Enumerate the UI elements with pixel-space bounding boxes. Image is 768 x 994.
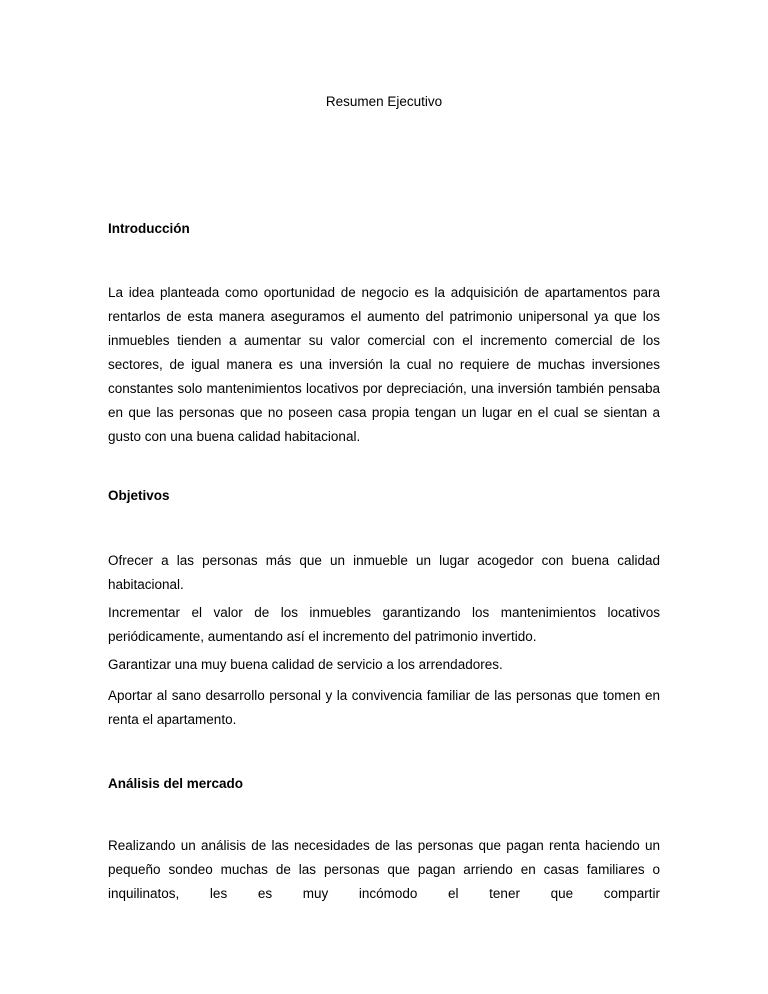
objetivo-item-2: Incrementar el valor de los inmuebles garantizando los mantenimientos locativos periódicamente, aumentando así el incremento del patrimonio invertido. xyxy=(108,605,660,644)
paragraph-introduccion: La idea planteada como oportunidad de negocio es la adquisición de apartamentos para rentarlos de esta manera aseguramos el aumento del patrimonio unipersonal ya que los inmuebles tienden a aumentar su valor comercial con el incremento comercial de los sectores, de igual manera es una inversión la cual no requiere de muchas inversiones constantes solo mantenimientos locativos por depreciación, una inversión también pensaba en que las personas que no poseen casa propia tengan un lugar en el cual se sientan a gusto con una buena calidad habitacional. xyxy=(108,285,660,444)
paragraph-analisis-mercado: Realizando un análisis de las necesidades de las personas que pagan renta haciendo un pequeño sondeo muchas de las personas que pagan arriendo en casas familiares o inquilinatos, les es muy incómodo el tener que compartir xyxy=(108,838,660,901)
heading-introduccion: Introducción xyxy=(108,221,190,236)
objetivo-item-3: Garantizar una muy buena calidad de servicio a los arrendadores. xyxy=(108,657,503,672)
heading-analisis-mercado: Análisis del mercado xyxy=(108,776,244,791)
objetivo-item-1: Ofrecer a las personas más que un inmueble un lugar acogedor con buena calidad habitacional. xyxy=(108,553,660,592)
heading-objetivos: Objetivos xyxy=(108,488,170,503)
objetivo-item-4: Aportar al sano desarrollo personal y la convivencia familiar de las personas que tomen en renta el apartamento. xyxy=(108,688,660,727)
document-title: Resumen Ejecutivo xyxy=(325,94,443,109)
